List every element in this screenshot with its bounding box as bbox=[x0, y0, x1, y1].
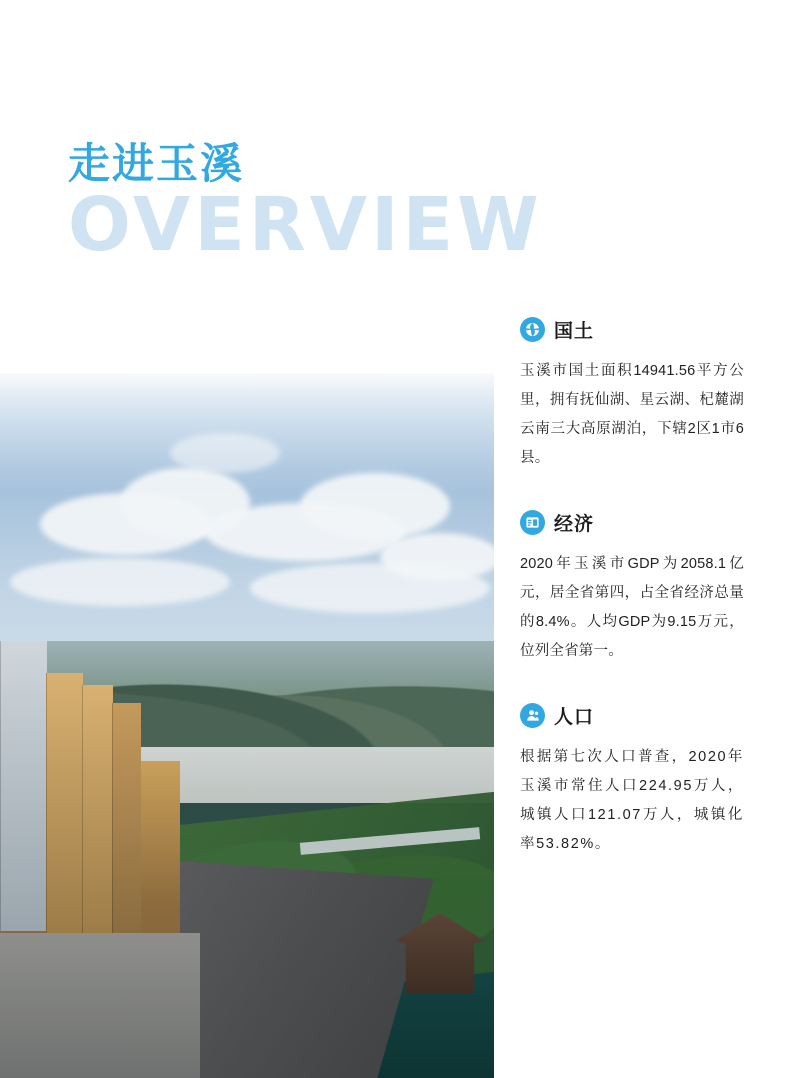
photo-cloud bbox=[40, 493, 210, 555]
photo-building bbox=[82, 685, 113, 935]
photo-cloud bbox=[250, 563, 490, 613]
section-header bbox=[520, 702, 744, 729]
section-title: 经济 bbox=[554, 514, 595, 535]
city-photo bbox=[0, 373, 494, 1078]
section-title: 人口 bbox=[554, 707, 595, 728]
section-title: 国土 bbox=[554, 321, 595, 342]
page-title-english: OVERVIEW bbox=[68, 182, 543, 269]
section-body: 2020年玉溪市GDP为2058.1亿元，居全省第四，占全省经济总量的8.4%。人均GDP为9.15万元，位列全省第一。 bbox=[520, 556, 744, 659]
page-title-block bbox=[68, 140, 543, 269]
section-body: 根据第七次人口普查，2020年玉溪市常住人口224.95万人，城镇人口121.07万人，城镇化率53.82%。 bbox=[520, 749, 744, 852]
section-economy bbox=[520, 509, 744, 666]
photo-building bbox=[46, 673, 83, 933]
chart-card-icon bbox=[520, 510, 545, 535]
person-icon bbox=[520, 703, 545, 728]
photo-cloud bbox=[205, 503, 405, 561]
section-header bbox=[520, 509, 744, 536]
section-body: 玉溪市国土面积14941.56平方公里，拥有抚仙湖、星云湖、杞麓湖云南三大高原湖泊，下辖2区1市6县。 bbox=[520, 363, 744, 466]
globe-icon bbox=[520, 317, 545, 342]
section-population bbox=[520, 702, 744, 859]
photo-cloud bbox=[10, 558, 230, 606]
page-title: 走进玉溪 bbox=[68, 140, 245, 187]
photo-low-rise-block bbox=[0, 933, 200, 1078]
photo-top-fade bbox=[0, 373, 494, 493]
photo-building bbox=[0, 641, 47, 931]
photo-building bbox=[112, 703, 141, 933]
section-header bbox=[520, 316, 744, 343]
overview-sections bbox=[520, 316, 744, 895]
section-land bbox=[520, 316, 744, 473]
